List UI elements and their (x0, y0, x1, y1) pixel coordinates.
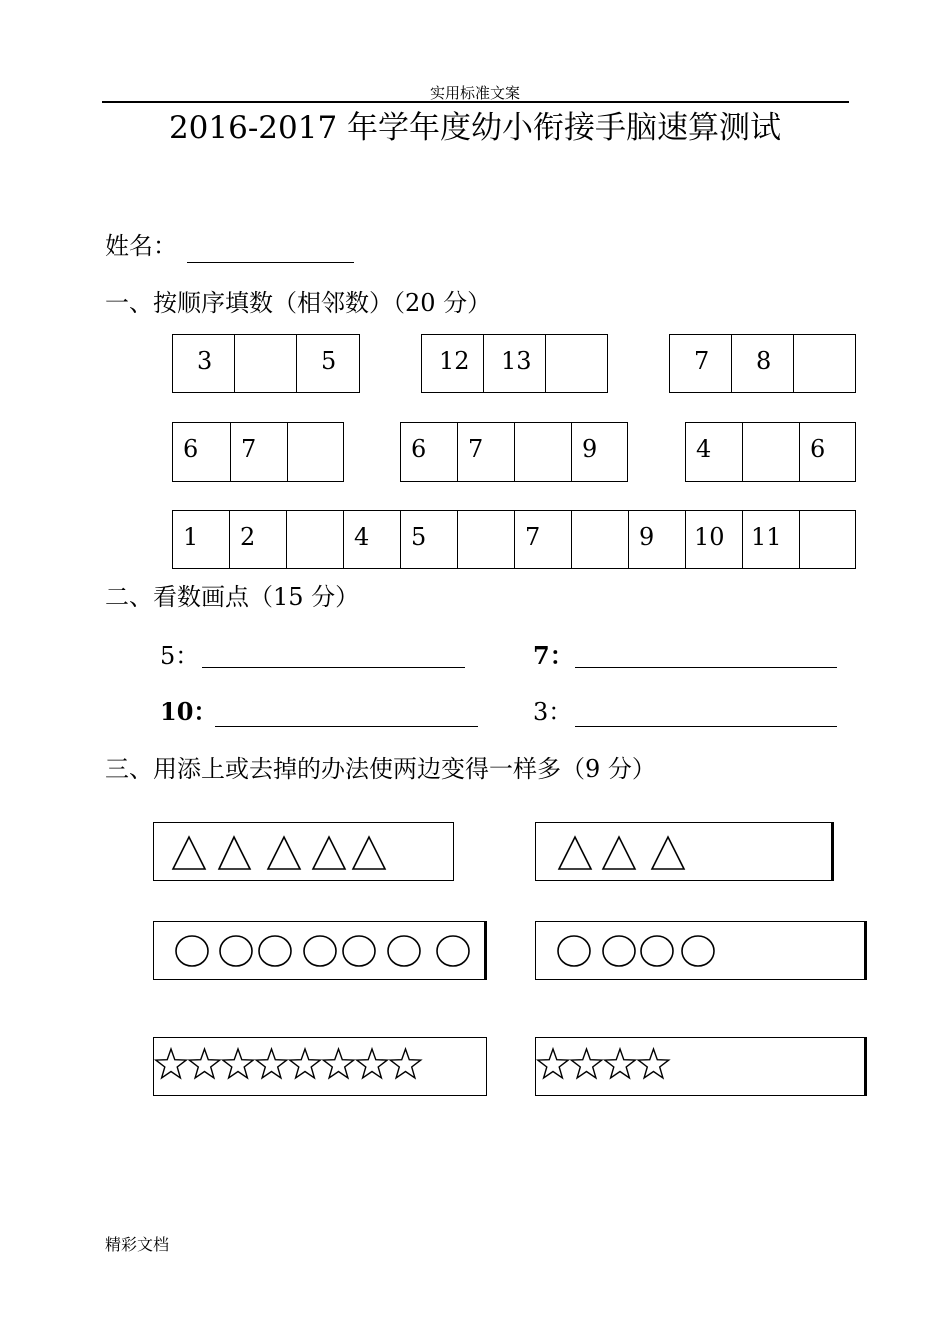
number-cell-blank[interactable] (458, 511, 515, 568)
triangle-icons (170, 832, 395, 872)
section1-heading: 一、按顺序填数（相邻数）（20 分） (105, 289, 492, 317)
star-row-left (154, 1034, 434, 1091)
number-group-4 (172, 422, 344, 482)
number-cell-blank[interactable] (546, 335, 606, 392)
number-cell-blank[interactable] (794, 335, 854, 392)
star-box-left[interactable] (153, 1037, 487, 1096)
triangle-icon (652, 837, 684, 869)
number-group-2 (421, 334, 608, 393)
triangle-icons (556, 832, 696, 872)
star-icon (323, 1049, 353, 1078)
star-icon (290, 1049, 320, 1078)
number-cell: 4 (344, 511, 401, 568)
dot-answer-line-5[interactable] (202, 667, 465, 668)
number-group-3 (669, 334, 856, 393)
triangle-icon (559, 837, 591, 869)
star-row-right (536, 1034, 686, 1091)
number-cell-blank[interactable] (572, 511, 629, 568)
circle-icons (174, 931, 474, 971)
triangle-icon (268, 837, 300, 869)
number-cell: 3 (173, 335, 235, 392)
circle-row-right (556, 922, 726, 979)
dot-answer-line-10[interactable] (215, 726, 478, 727)
star-icon (357, 1049, 387, 1078)
section2-heading: 二、看数画点（15 分） (105, 583, 360, 611)
number-cell: 5 (401, 511, 458, 568)
star-icon (605, 1049, 635, 1078)
dot-label-3: 3： (533, 698, 573, 726)
triangle-row-right (556, 823, 696, 880)
star-icons (154, 1043, 434, 1083)
number-cell: 5 (321, 347, 337, 375)
number-cell-blank[interactable] (288, 423, 343, 481)
star-icon (638, 1049, 668, 1078)
triangle-icon (173, 837, 205, 869)
number-cell: 10 (686, 511, 743, 568)
number-cell-blank[interactable] (515, 423, 572, 481)
number-cell: 9 (582, 435, 598, 463)
triangle-box-left[interactable] (153, 822, 454, 881)
number-cell: 6 (401, 423, 458, 481)
star-icon (256, 1049, 286, 1078)
circle-icon (388, 936, 420, 966)
star-icon (538, 1049, 568, 1078)
number-cell-blank[interactable] (287, 511, 344, 568)
star-icon (571, 1049, 601, 1078)
page-footer: 精彩文档 (105, 1235, 170, 1254)
circle-box-right[interactable] (535, 921, 867, 980)
circle-box-left[interactable] (153, 921, 487, 980)
triangle-row-left (170, 823, 395, 880)
number-group-6 (685, 422, 856, 482)
number-cell: 6 (810, 435, 826, 463)
star-icons (536, 1043, 686, 1083)
number-cell: 7 (515, 511, 572, 568)
name-blank[interactable] (187, 262, 354, 263)
number-cell: 13 (484, 335, 546, 392)
dot-answer-line-7[interactable] (575, 667, 837, 668)
page-header: 实用标准文案 (429, 84, 520, 102)
triangle-icon (353, 837, 385, 869)
circle-icon (176, 936, 208, 966)
dot-label-5: 5： (160, 642, 200, 670)
star-icon (390, 1049, 420, 1078)
number-cell: 12 (422, 335, 484, 392)
circle-icon (682, 936, 714, 966)
number-cell: 1 (173, 511, 230, 568)
number-cell: 11 (743, 511, 800, 568)
number-cell: 8 (732, 335, 794, 392)
name-label: 姓名： (105, 232, 177, 260)
star-box-right[interactable] (535, 1037, 867, 1096)
triangle-icon (219, 837, 250, 869)
dot-label-7: 7： (533, 641, 574, 670)
circle-icon (259, 936, 291, 966)
circle-icon (641, 936, 673, 966)
number-cell-blank[interactable] (743, 423, 800, 481)
star-icon (189, 1049, 219, 1078)
dot-label-10: 10： (160, 697, 218, 726)
number-cell: 6 (173, 423, 231, 481)
circle-icon (343, 936, 375, 966)
number-cell: 9 (629, 511, 686, 568)
number-cell: 7 (458, 423, 515, 481)
triangle-icon (603, 837, 635, 869)
circle-icon (220, 936, 252, 966)
number-group-1 (172, 334, 360, 393)
number-cell: 7 (231, 423, 288, 481)
circle-row-left (174, 922, 474, 979)
number-group-5 (400, 422, 628, 482)
section3-heading: 三、用添上或去掉的办法使两边变得一样多（9 分） (105, 755, 656, 783)
circle-icon (437, 936, 469, 966)
page-title: 2016-2017 年学年度幼小衔接手脑速算测试 (168, 110, 782, 146)
number-cell-blank[interactable] (800, 511, 855, 568)
circle-icon (558, 936, 590, 966)
dot-answer-line-3[interactable] (575, 726, 837, 727)
triangle-box-right[interactable] (535, 822, 834, 881)
number-group-7 (172, 510, 856, 569)
star-icon (156, 1049, 186, 1078)
triangle-icon (313, 837, 345, 869)
number-cell-blank[interactable] (235, 335, 297, 392)
circle-icon (304, 936, 336, 966)
number-cell: 7 (670, 335, 732, 392)
star-icon (223, 1049, 253, 1078)
circle-icon (603, 936, 635, 966)
circle-icons (556, 931, 726, 971)
number-cell: 4 (686, 423, 743, 481)
number-cell: 2 (230, 511, 287, 568)
